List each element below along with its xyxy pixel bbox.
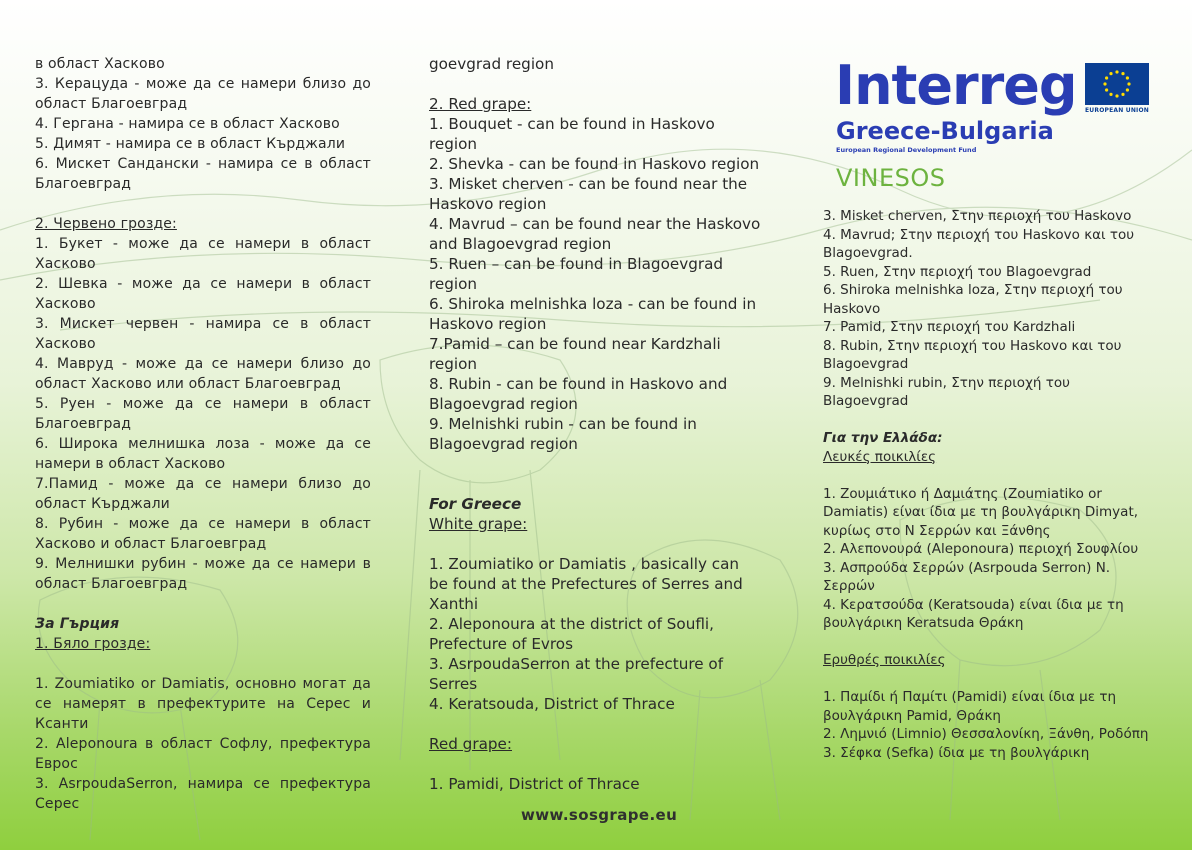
text-line: 2. Шевка - може да се намери в област Хасково [35,276,371,312]
text-line: 4. Mavrud; Στην περιοχή του Haskovo και του Blagoevgrad. [823,226,1135,261]
paragraph-gap [823,670,1158,689]
text-line: 9. Мелнишки рубин - може да се намери в област Благоевград [35,556,371,592]
bulgarian-text-column [35,54,371,814]
text-line: 8. Rubin - can be found in Haskovo and Blagoevgrad region [429,375,728,413]
paragraph-gap [429,534,761,554]
text-line: 3. Мискет червен - намира се в област Хасково [35,316,371,352]
text-line: 2. Aleponoura at the district of Soufli, Prefecture of Evros [429,615,714,653]
program-name: Greece-Bulgaria [836,117,1054,145]
text-line: 1. Zoumiatiko or Damiatis , basically can be found at the Prefectures of Serres and Xanthi [429,555,743,613]
paragraph-gap [429,714,761,734]
paragraph-gap [823,633,1158,652]
text-line: 5. Ruen, Στην περιοχή του Blagoevgrad [823,263,1092,280]
paragraph-gap [429,74,761,94]
text-line: 1. Pamidi, District of Thrace [429,775,640,793]
paragraph-gap [823,411,1158,430]
text-line: 3. Misket cherven, Στην περιοχή του Haskovo [823,208,1132,224]
text-line: Ερυθρές ποικιλίες [823,652,946,668]
text-line: 4. Мавруд - може да се намери близо до област Хасково или област Благоевград [35,356,371,392]
text-line: 3. Σέφκα (Sefka) ίδια με τη βουλγάρικη [823,744,1090,761]
text-line: Red grape: [429,735,512,753]
text-line: 2. Red grape: [429,95,532,113]
text-line: 2. Aleponoura в област Софлу, префектура Еврос [35,736,371,772]
text-line: goevgrad region [429,55,554,73]
english-text-column [429,54,761,794]
text-line: 2. Λημνιό (Limnio) Θεσσαλονίκη, Ξάνθη, Ροδόπη [823,726,1149,742]
text-line: 2. Αλεπονουρά (Aleponoura) περιοχή Σουφλίου [823,541,1139,557]
text-line: 3. Керацуда - може да се намери близо до област Благоевград [35,76,371,112]
interreg-wordmark: Interreg [835,58,1077,117]
text-line: 8. Рубин - може да се намери в област Хасково и област Благоевград [35,516,371,552]
text-line: 7.Памид - може да се намери близо до област Кърджали [35,476,371,512]
text-line: За Гърция [35,616,120,632]
text-line: 1. Букет - може да се намери в област Хасково [35,236,371,272]
text-line: 7. Pamid, Στην περιοχή του Kardzhali [823,319,1076,335]
paragraph-gap [35,594,371,614]
text-line: 9. Melnishki rubin, Στην περιοχή του Blagoevgrad [823,374,1070,409]
text-line: 8. Rubin, Στην περιοχή του Haskovo και του Blagoevgrad [823,337,1122,372]
paragraph-gap [429,474,761,494]
greek-text-column [823,207,1158,762]
text-line: 6. Широка мелнишка лоза - може да се намери в област Хасково [35,436,371,472]
text-line: 4. Mavrud – can be found near the Haskovo and Blagoevgrad region [429,215,761,253]
fund-name: European Regional Development Fund [836,146,977,154]
text-line: 3. Misket cherven - can be found near the Haskovo region [429,175,748,213]
text-line: 1. Бяло грозде: [35,636,151,652]
text-line: 2. Shevka - can be found in Haskovo region [429,155,760,173]
website-link[interactable]: www.sosgrape.eu [521,806,678,824]
text-line: 5. Ruen – can be found in Blagoevgrad region [429,255,724,293]
text-line: в област Хасково [35,56,165,72]
paragraph-gap [35,654,371,674]
text-line: 1. Bouquet - can be found in Haskovo region [429,115,715,153]
text-line: 7.Pamid – can be found near Kardzhali region [429,335,721,373]
paragraph-gap [823,466,1158,485]
text-line: 2. Червено грозде: [35,216,177,232]
text-line: White grape: [429,515,528,533]
text-line: 1. Zoumiatiko or Damiatis, основно могат да се намерят в префектурите на Серес и Ксанти [35,676,371,732]
text-line: Λευκές ποικιλίες [823,448,937,465]
text-line: 4. Κερατσούδα (Keratsouda) είναι ίδια με τη βουλγάρικη Keratsuda Θράκη [823,596,1124,631]
project-title: VINESOS [836,164,946,192]
text-line: 5. Руен - може да се намери в област Благоевград [35,396,371,432]
text-line: 4. Keratsouda, District of Thrace [429,695,675,713]
text-line: 4. Гергана - намира се в област Хасково [35,116,340,132]
text-line: Για την Ελλάδα: [823,430,943,446]
paragraph-gap [35,194,371,214]
text-line: For Greece [429,495,522,513]
text-line: 1. Ζουμιάτικο ή Δαμιάτης (Zoumiatiko or Damiatis) είναι ίδια με τη βουλγάρικη Dimyat, κυρίως στο Ν Σερρών και Ξάνθης [823,485,1139,539]
interreg-logo [833,58,1083,158]
text-line: 5. Димят - намира се в област Кърджали [35,136,346,152]
text-line: 6. Shiroka melnishka loza, Στην περιοχή του Haskovo [823,282,1123,317]
text-line: 6. Мискет Сандански - намира се в област Благоевград [35,156,371,192]
paragraph-gap [429,454,761,474]
paragraph-gap [429,754,761,774]
text-line: 3. AsrpoudaSerron at the prefecture of Serres [429,655,724,693]
text-line: 3. Ασπρούδα Σερρών (Asrpouda Serron) Ν. Σερρών [823,559,1111,594]
text-line: 9. Melnishki rubin - can be found in Blagoevgrad region [429,415,697,453]
text-line: 6. Shiroka melnishka loza - can be found in Haskovo region [429,295,757,333]
text-line: 1. Παμίδι ή Παμίτι (Pamidi) είναι ίδια με τη βουλγάρικη Pamid, Θράκη [823,689,1117,724]
eu-label: EUROPEAN UNION [1085,107,1149,114]
text-line: 3. AsrpoudaSerron, намира се префектура Серес [35,776,371,812]
